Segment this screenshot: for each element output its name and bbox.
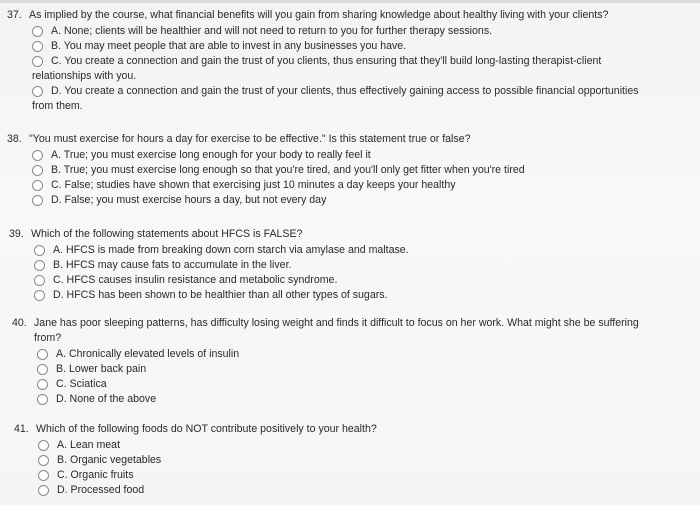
option-b[interactable] [32,163,695,178]
radio-button[interactable] [38,485,49,496]
option-a[interactable] [38,438,695,453]
option-d[interactable] [32,193,695,208]
option-label: D. HFCS has been shown to be healthier than all other types of sugars. [53,289,388,301]
radio-button[interactable] [37,364,48,375]
option-b[interactable] [38,453,695,468]
question-40 [12,316,695,407]
option-label-continued: relationships with you. [32,70,137,82]
question-number: 41. [14,423,29,435]
option-c[interactable] [32,54,695,84]
option-a[interactable] [32,148,695,163]
question-prompt [7,132,695,147]
option-c[interactable] [32,178,695,193]
option-a[interactable] [32,24,695,39]
option-d[interactable] [32,84,695,114]
radio-button[interactable] [32,165,43,176]
options-list [34,243,695,303]
option-label: A. Chronically elevated levels of insulin [56,348,240,360]
page-top-edge [0,0,700,3]
option-d[interactable] [37,392,695,407]
option-b[interactable] [37,362,695,377]
question-41 [14,422,695,498]
option-c[interactable] [34,273,695,288]
question-text: Jane has poor sleeping patterns, has difficulty losing weight and finds it difficult to focus on her work. What might she be suffering [34,317,639,329]
option-label: C. HFCS causes insulin resistance and metabolic syndrome. [53,274,338,286]
question-prompt [9,227,695,242]
option-a[interactable] [34,243,695,258]
radio-button[interactable] [37,349,48,360]
radio-button[interactable] [32,195,43,206]
radio-button[interactable] [34,245,45,256]
option-label: B. HFCS may cause fats to accumulate in the liver. [53,259,292,271]
question-prompt [12,316,695,346]
option-a[interactable] [37,347,695,362]
radio-button[interactable] [32,26,43,37]
question-37 [7,8,695,114]
question-text: Which of the following foods do NOT contribute positively to your health? [36,423,377,435]
options-list [32,148,695,208]
option-label: A. HFCS is made from breaking down corn starch via amylase and maltase. [53,244,409,256]
option-b[interactable] [34,258,695,273]
option-label: C. False; studies have shown that exercising just 10 minutes a day keeps your healthy [51,179,456,191]
question-number: 39. [9,228,24,240]
radio-button[interactable] [34,290,45,301]
question-prompt [14,422,695,437]
radio-button[interactable] [32,86,43,97]
option-label: B. You may meet people that are able to invest in any businesses you have. [51,40,407,52]
option-label: B. Organic vegetables [57,454,162,466]
option-label: A. True; you must exercise long enough for your body to really feel it [51,149,371,161]
radio-button[interactable] [32,180,43,191]
question-number: 38. [7,133,22,145]
option-c[interactable] [37,377,695,392]
option-label: D. You create a connection and gain the trust of your clients, thus effectively gaining access to possible financial opportunities [51,85,639,97]
radio-button[interactable] [32,56,43,67]
radio-button[interactable] [37,394,48,405]
radio-button[interactable] [32,150,43,161]
option-c[interactable] [38,468,695,483]
option-label: C. Sciatica [56,378,107,390]
question-text: "You must exercise for hours a day for exercise to be effective." Is this statement true or false? [29,133,471,145]
question-prompt [7,8,695,23]
radio-button[interactable] [32,41,43,52]
question-number: 40. [12,317,27,329]
options-list [38,438,695,498]
option-label: A. None; clients will be healthier and will not need to return to you for further therapy sessions. [51,25,493,37]
radio-button[interactable] [34,260,45,271]
option-label: C. Organic fruits [57,469,134,481]
question-39 [9,227,695,303]
options-list [32,24,695,114]
option-label-continued: from them. [32,100,83,112]
option-label: D. Processed food [57,484,145,496]
option-label: A. Lean meat [57,439,121,451]
option-label: C. You create a connection and gain the trust of you clients, thus ensuring that they'll build long-lasting therapist-client [51,55,602,67]
option-label: B. Lower back pain [56,363,147,375]
radio-button[interactable] [38,440,49,451]
option-d[interactable] [38,483,695,498]
option-label: D. False; you must exercise hours a day, but not every day [51,194,327,206]
radio-button[interactable] [38,455,49,466]
radio-button[interactable] [34,275,45,286]
option-b[interactable] [32,39,695,54]
question-number: 37. [7,9,22,21]
radio-button[interactable] [38,470,49,481]
option-label: D. None of the above [56,393,157,405]
question-38 [7,132,695,208]
question-text: As implied by the course, what financial benefits will you gain from sharing knowledge about healthy living with your clients? [29,9,609,21]
question-text: Which of the following statements about HFCS is FALSE? [31,228,303,240]
option-d[interactable] [34,288,695,303]
question-text-continued: from? [34,332,62,344]
options-list [37,347,695,407]
radio-button[interactable] [37,379,48,390]
option-label: B. True; you must exercise long enough so that you're tired, and you'll only get fitter when you're tired [51,164,525,176]
